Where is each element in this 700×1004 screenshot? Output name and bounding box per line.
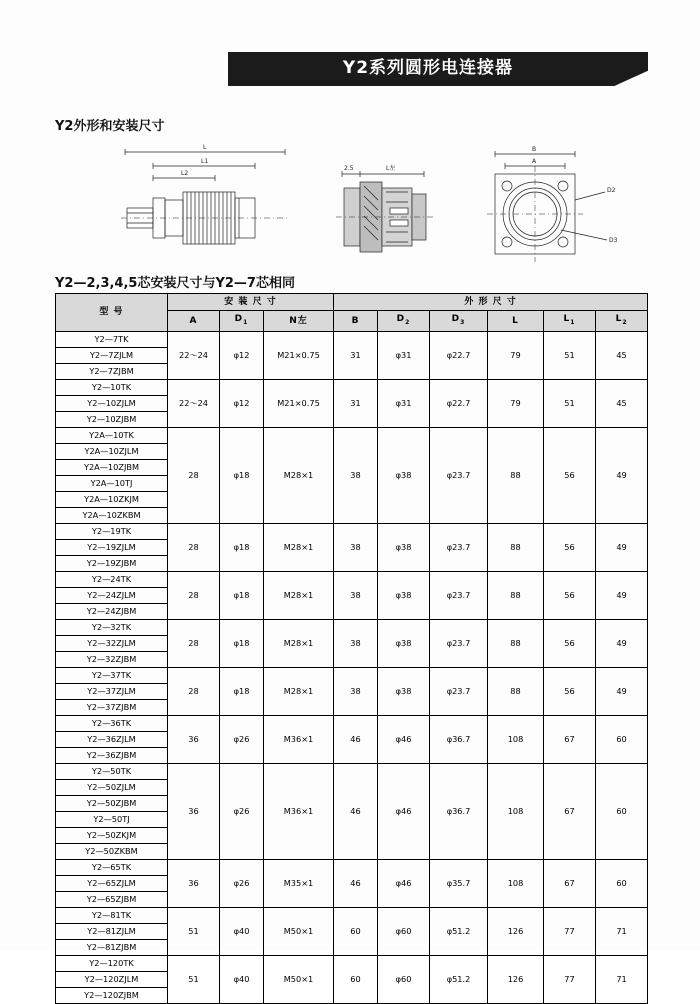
model-cell: Y2—32TK	[56, 619, 168, 635]
value-cell-L: 88	[488, 667, 544, 715]
value-cell-L1: 56	[544, 523, 596, 571]
value-cell-L: 88	[488, 571, 544, 619]
model-cell: Y2—50ZJBM	[56, 795, 168, 811]
model-cell: Y2—81TK	[56, 907, 168, 923]
value-cell-L: 88	[488, 523, 544, 571]
table-row	[56, 667, 648, 683]
model-cell: Y2—19TK	[56, 523, 168, 539]
value-cell-L2: 71	[596, 907, 648, 955]
model-cell: Y2A—10TK	[56, 427, 168, 443]
table-row	[56, 427, 648, 443]
value-cell-L2: 71	[596, 955, 648, 1003]
value-cell-D1: φ18	[220, 571, 264, 619]
model-cell: Y2—7ZJBM	[56, 363, 168, 379]
value-cell-L1: 77	[544, 955, 596, 1003]
svg-text:2.5: 2.5	[344, 165, 354, 172]
drawing-plug-side-view	[115, 140, 315, 265]
header-install-dims: 安 装 尺 寸	[168, 294, 334, 311]
model-cell: Y2—36TK	[56, 715, 168, 731]
value-cell-D3: φ22.7	[430, 331, 488, 379]
value-cell-B: 38	[334, 523, 378, 571]
value-cell-B: 38	[334, 619, 378, 667]
table-row	[56, 331, 648, 347]
value-cell-D2: φ46	[378, 859, 430, 907]
value-cell-D2: φ46	[378, 763, 430, 859]
value-cell-L2: 49	[596, 523, 648, 571]
value-cell-L: 126	[488, 955, 544, 1003]
value-cell-D1: φ12	[220, 379, 264, 427]
page-title: Y2系列圆形电连接器	[342, 58, 514, 78]
model-cell: Y2—81ZJBM	[56, 939, 168, 955]
value-cell-L2: 60	[596, 859, 648, 907]
value-cell-L1: 67	[544, 763, 596, 859]
model-cell: Y2—50ZJLM	[56, 779, 168, 795]
value-cell-L: 88	[488, 619, 544, 667]
value-cell-A: 28	[168, 619, 220, 667]
svg-text:L2: L2	[181, 170, 189, 177]
value-cell-L: 108	[488, 859, 544, 907]
value-cell-D1: φ18	[220, 667, 264, 715]
value-cell-N左: M21×0.75	[264, 331, 334, 379]
model-cell: Y2A—10ZJBM	[56, 459, 168, 475]
value-cell-D1: φ18	[220, 427, 264, 523]
model-cell: Y2—36ZJLM	[56, 731, 168, 747]
drawing-receptacle-section	[320, 140, 450, 265]
value-cell-B: 46	[334, 763, 378, 859]
value-cell-L1: 56	[544, 619, 596, 667]
value-cell-D3: φ23.7	[430, 667, 488, 715]
column-header-L: L	[488, 311, 544, 332]
table-row	[56, 763, 648, 779]
value-cell-D2: φ38	[378, 427, 430, 523]
value-cell-A: 51	[168, 907, 220, 955]
value-cell-N左: M50×1	[264, 907, 334, 955]
value-cell-D3: φ23.7	[430, 619, 488, 667]
value-cell-L2: 60	[596, 763, 648, 859]
svg-text:B: B	[532, 146, 537, 153]
value-cell-B: 38	[334, 427, 378, 523]
value-cell-N左: M50×1	[264, 955, 334, 1003]
value-cell-L2: 45	[596, 331, 648, 379]
value-cell-A: 22～24	[168, 331, 220, 379]
model-cell: Y2—37ZJLM	[56, 683, 168, 699]
table-row	[56, 859, 648, 875]
column-header-L1: $L_1$	[544, 311, 596, 332]
value-cell-N左: M21×0.75	[264, 379, 334, 427]
model-cell: Y2—32ZJBM	[56, 651, 168, 667]
value-cell-D2: φ60	[378, 907, 430, 955]
column-header-B: B	[334, 311, 378, 332]
value-cell-L: 108	[488, 715, 544, 763]
model-cell: Y2—37TK	[56, 667, 168, 683]
model-cell: Y2—24ZJLM	[56, 587, 168, 603]
table-row	[56, 379, 648, 395]
value-cell-D2: φ38	[378, 571, 430, 619]
value-cell-D1: φ18	[220, 619, 264, 667]
value-cell-N左: M28×1	[264, 427, 334, 523]
svg-text:L1: L1	[201, 158, 209, 165]
value-cell-D2: φ38	[378, 523, 430, 571]
model-cell: Y2—10ZJBM	[56, 411, 168, 427]
column-header-L2: $L_2$	[596, 311, 648, 332]
value-cell-N左: M28×1	[264, 667, 334, 715]
value-cell-D1: φ40	[220, 907, 264, 955]
value-cell-D3: φ51.2	[430, 907, 488, 955]
value-cell-A: 28	[168, 667, 220, 715]
model-cell: Y2—65TK	[56, 859, 168, 875]
value-cell-D1: φ26	[220, 763, 264, 859]
model-cell: Y2—50ZKJM	[56, 827, 168, 843]
model-cell: Y2—50TK	[56, 763, 168, 779]
header-banner	[228, 52, 648, 86]
table-section-title: Y2—2,3,4,5芯安装尺寸与Y2—7芯相同	[55, 276, 295, 291]
value-cell-L: 88	[488, 427, 544, 523]
table-row	[56, 955, 648, 971]
value-cell-D2: φ31	[378, 331, 430, 379]
value-cell-A: 28	[168, 523, 220, 571]
table-head	[56, 294, 648, 332]
model-cell: Y2—7TK	[56, 331, 168, 347]
value-cell-L2: 49	[596, 427, 648, 523]
value-cell-L1: 56	[544, 571, 596, 619]
model-cell: Y2—120ZJLM	[56, 971, 168, 987]
model-cell: Y2—24TK	[56, 571, 168, 587]
svg-text:L左: L左	[386, 165, 396, 172]
value-cell-N左: M28×1	[264, 571, 334, 619]
svg-text:D3: D3	[609, 237, 618, 244]
value-cell-N左: M36×1	[264, 715, 334, 763]
model-cell: Y2—10TK	[56, 379, 168, 395]
column-header-D2: $D_2$	[378, 311, 430, 332]
column-header-D1: $D_1$	[220, 311, 264, 332]
header-outline-dims: 外 形 尺 寸	[334, 294, 648, 311]
header-model: 型 号	[56, 294, 168, 332]
model-cell: Y2A—10ZJLM	[56, 443, 168, 459]
value-cell-L2: 49	[596, 667, 648, 715]
value-cell-L1: 56	[544, 667, 596, 715]
model-cell: Y2—65ZJBM	[56, 891, 168, 907]
table-row	[56, 571, 648, 587]
table-row	[56, 715, 648, 731]
value-cell-N左: M28×1	[264, 523, 334, 571]
value-cell-D3: φ23.7	[430, 523, 488, 571]
table-row	[56, 619, 648, 635]
value-cell-A: 28	[168, 571, 220, 619]
value-cell-B: 31	[334, 379, 378, 427]
value-cell-L: 79	[488, 331, 544, 379]
value-cell-A: 22～24	[168, 379, 220, 427]
value-cell-D3: φ23.7	[430, 571, 488, 619]
value-cell-N左: M28×1	[264, 619, 334, 667]
value-cell-A: 51	[168, 955, 220, 1003]
table-body	[56, 331, 648, 1003]
value-cell-A: 28	[168, 427, 220, 523]
model-cell: Y2—120ZJBM	[56, 987, 168, 1003]
svg-text:A: A	[532, 158, 537, 165]
model-cell: Y2—10ZJLM	[56, 395, 168, 411]
drawings-area	[55, 140, 645, 265]
value-cell-B: 31	[334, 331, 378, 379]
model-cell: Y2—19ZJLM	[56, 539, 168, 555]
value-cell-D1: φ18	[220, 523, 264, 571]
model-cell: Y2—24ZJBM	[56, 603, 168, 619]
value-cell-D1: φ12	[220, 331, 264, 379]
svg-text:D2: D2	[607, 187, 616, 194]
model-cell: Y2—81ZJLM	[56, 923, 168, 939]
column-header-N左: N左	[264, 311, 334, 332]
value-cell-L: 108	[488, 763, 544, 859]
model-cell: Y2—120TK	[56, 955, 168, 971]
model-cell: Y2—19ZJBM	[56, 555, 168, 571]
model-cell: Y2—50ZKBM	[56, 843, 168, 859]
value-cell-D2: φ60	[378, 955, 430, 1003]
value-cell-N左: M35×1	[264, 859, 334, 907]
value-cell-B: 46	[334, 859, 378, 907]
value-cell-L1: 51	[544, 379, 596, 427]
value-cell-A: 36	[168, 859, 220, 907]
spec-table-wrapper	[55, 293, 647, 1004]
value-cell-D3: φ23.7	[430, 427, 488, 523]
value-cell-L: 126	[488, 907, 544, 955]
value-cell-D2: φ31	[378, 379, 430, 427]
drawing-flange-front-view	[455, 140, 645, 265]
model-cell: Y2—65ZJLM	[56, 875, 168, 891]
value-cell-L1: 51	[544, 331, 596, 379]
value-cell-D2: φ46	[378, 715, 430, 763]
value-cell-D1: φ40	[220, 955, 264, 1003]
value-cell-A: 36	[168, 715, 220, 763]
spec-table	[55, 293, 648, 1004]
svg-text:L: L	[203, 144, 207, 151]
model-cell: Y2—32ZJLM	[56, 635, 168, 651]
value-cell-B: 38	[334, 571, 378, 619]
model-cell: Y2—37ZJBM	[56, 699, 168, 715]
model-cell: Y2A—10TJ	[56, 475, 168, 491]
drawing-section-title: Y2外形和安装尺寸	[55, 119, 165, 134]
value-cell-L2: 45	[596, 379, 648, 427]
value-cell-D3: φ35.7	[430, 859, 488, 907]
value-cell-A: 36	[168, 763, 220, 859]
value-cell-L: 79	[488, 379, 544, 427]
column-header-A: A	[168, 311, 220, 332]
value-cell-B: 60	[334, 907, 378, 955]
value-cell-D3: φ22.7	[430, 379, 488, 427]
value-cell-D2: φ38	[378, 667, 430, 715]
model-cell: Y2—50TJ	[56, 811, 168, 827]
value-cell-L2: 49	[596, 619, 648, 667]
value-cell-L1: 56	[544, 427, 596, 523]
value-cell-D3: φ51.2	[430, 955, 488, 1003]
value-cell-D3: φ36.7	[430, 715, 488, 763]
column-header-D3: $D_3$	[430, 311, 488, 332]
value-cell-D1: φ26	[220, 859, 264, 907]
value-cell-L2: 60	[596, 715, 648, 763]
value-cell-B: 60	[334, 955, 378, 1003]
value-cell-D1: φ26	[220, 715, 264, 763]
value-cell-N左: M36×1	[264, 763, 334, 859]
value-cell-D2: φ38	[378, 619, 430, 667]
model-cell: Y2A—10ZKBM	[56, 507, 168, 523]
table-row	[56, 907, 648, 923]
value-cell-D3: φ36.7	[430, 763, 488, 859]
model-cell: Y2A—10ZKJM	[56, 491, 168, 507]
table-group-header-row	[56, 294, 648, 311]
model-cell: Y2—36ZJBM	[56, 747, 168, 763]
table-row	[56, 523, 648, 539]
value-cell-L1: 67	[544, 859, 596, 907]
value-cell-B: 46	[334, 715, 378, 763]
value-cell-L2: 49	[596, 571, 648, 619]
value-cell-L1: 67	[544, 715, 596, 763]
value-cell-L1: 77	[544, 907, 596, 955]
model-cell: Y2—7ZJLM	[56, 347, 168, 363]
value-cell-B: 38	[334, 667, 378, 715]
